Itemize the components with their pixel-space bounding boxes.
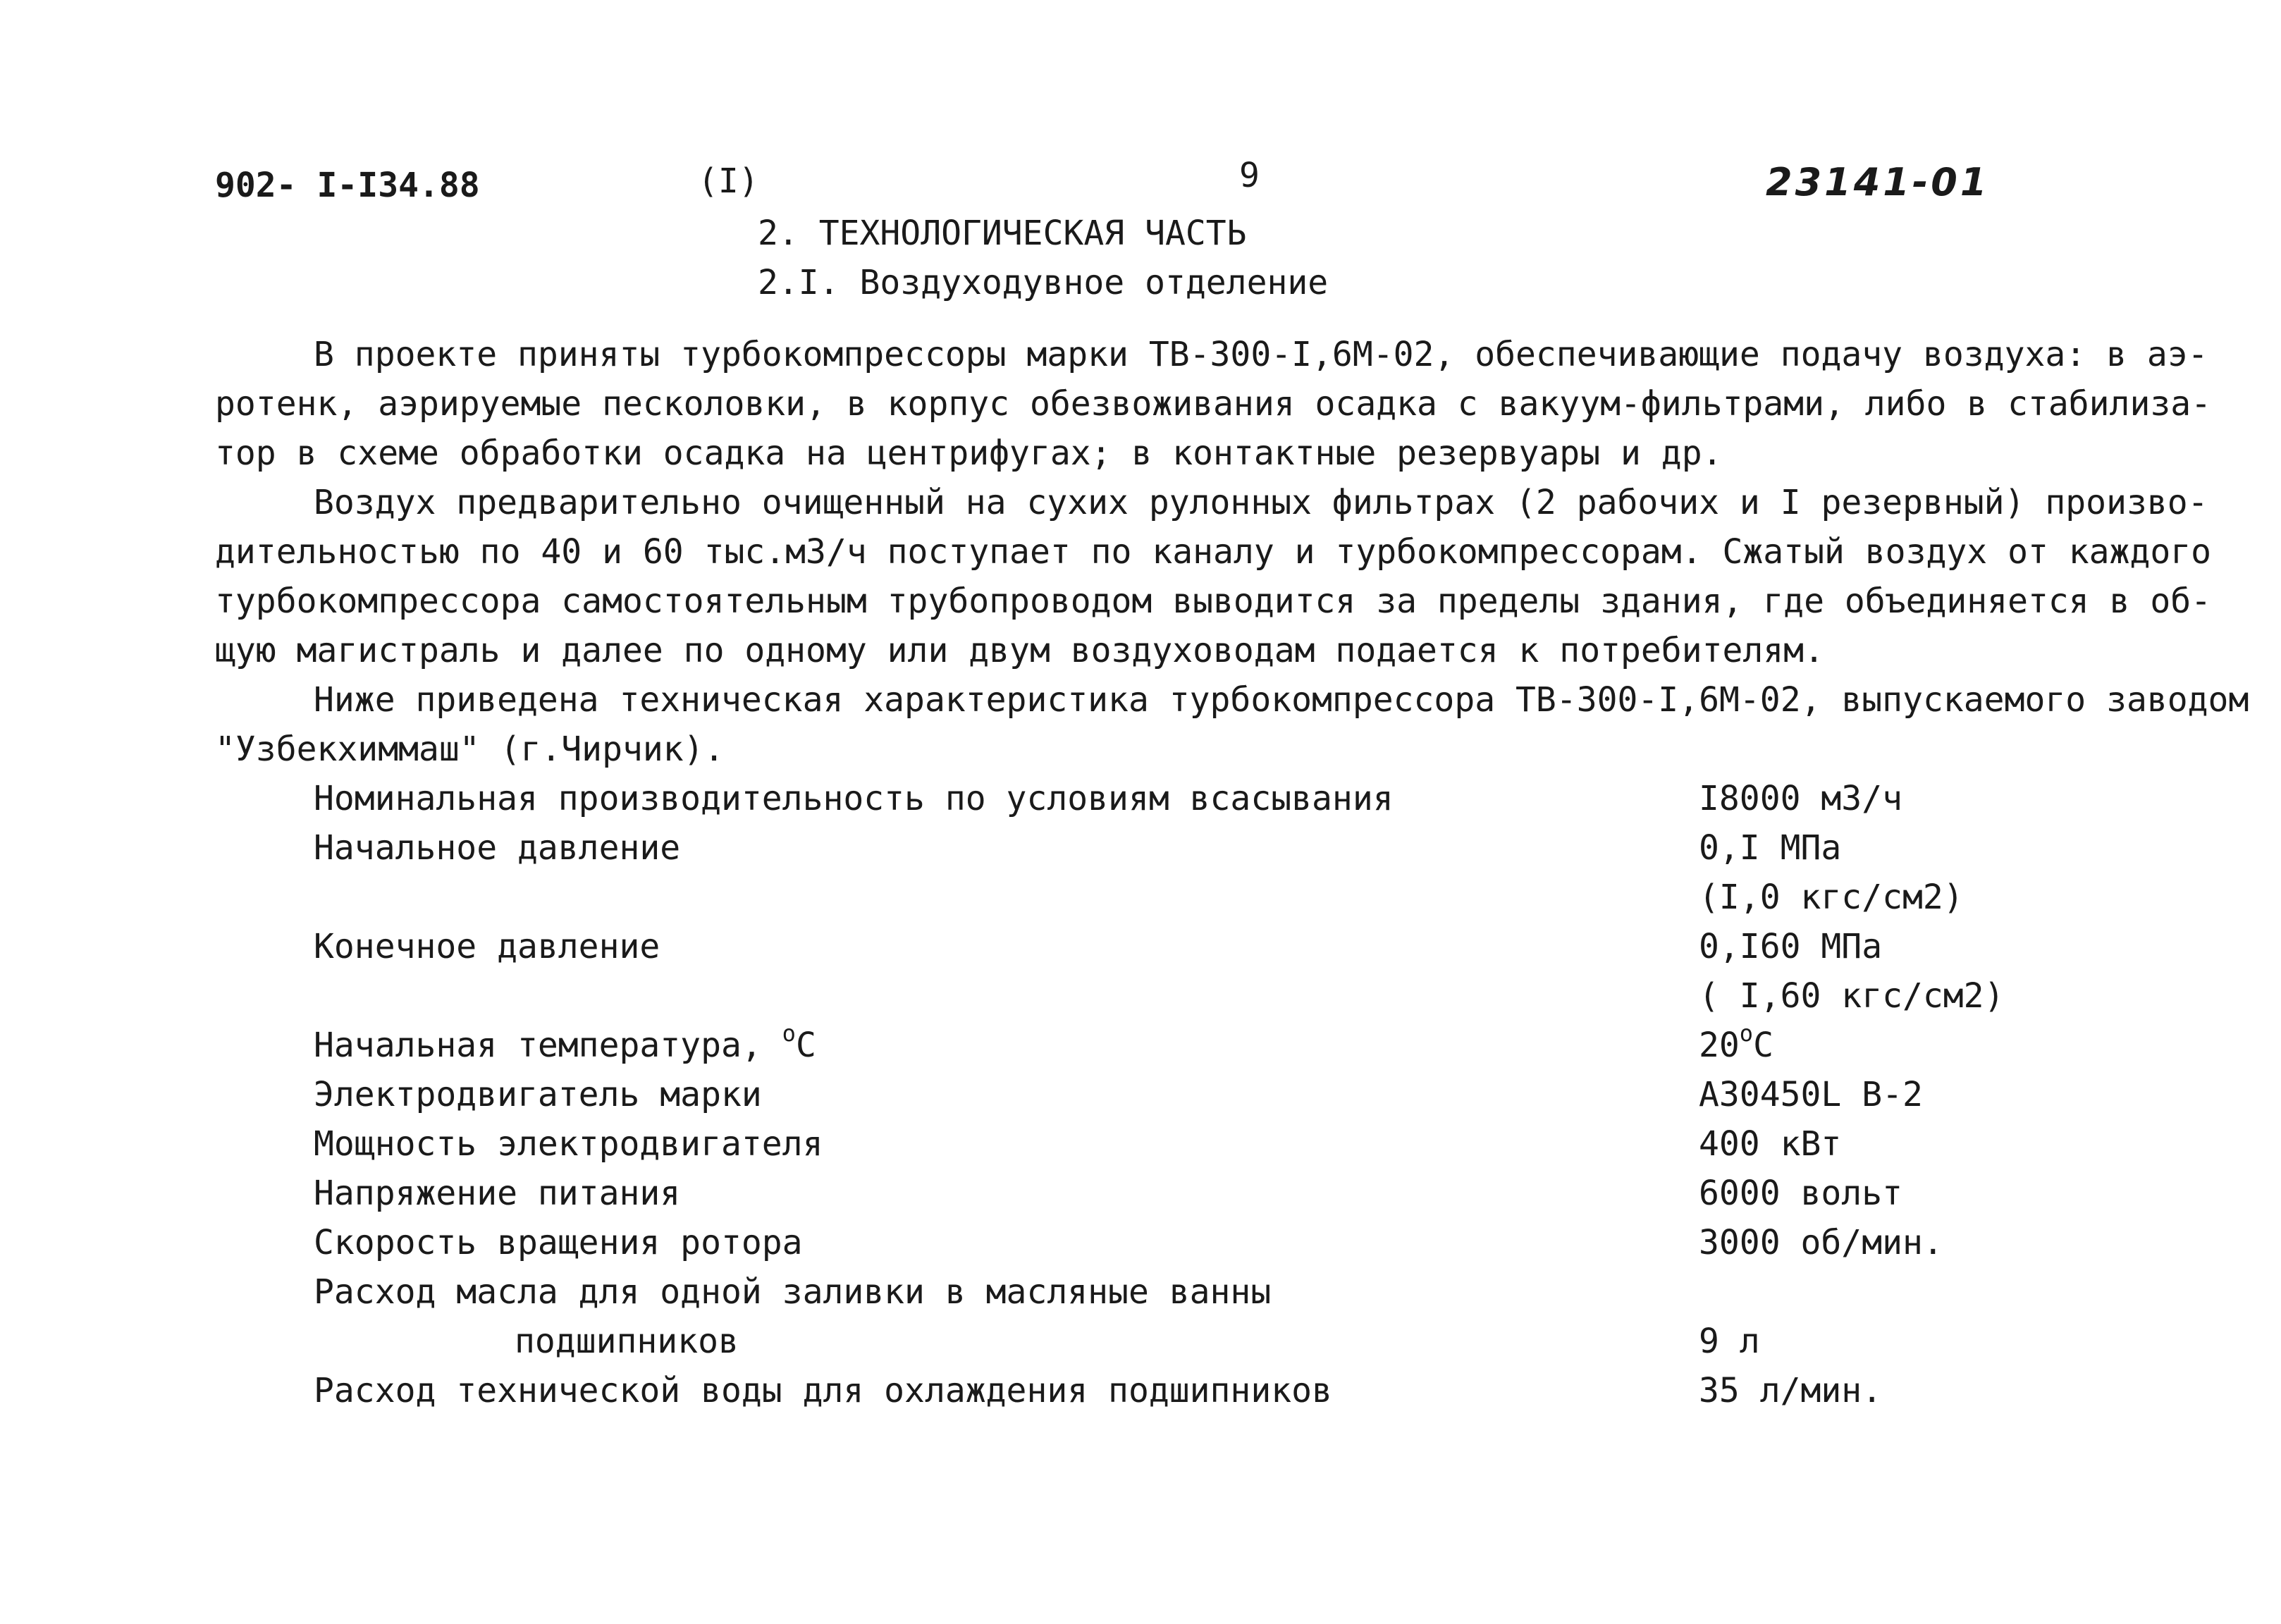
paragraph-line: турбокомпрессора самостоятельным трубопроводом выводится за пределы здания, где объединяется в об- <box>215 582 2212 621</box>
paragraph-intro <box>215 330 2212 478</box>
sheet-marker: (I) <box>698 161 759 201</box>
spec-label-oil-consumption: Расход масла для одной заливки в масляные ванны <box>314 1272 1272 1312</box>
spec-value-rotor-speed: 3000 об/мин. <box>1699 1223 1943 1262</box>
spec-label-water-consumption: Расход технической воды для охлаждения подшипников <box>314 1371 1332 1410</box>
spec-value-motor-power: 400 кВт <box>1699 1124 1842 1164</box>
paragraph-line: дительностью по 40 и 60 тыс.м3/ч поступает по каналу и турбокомпрессорам. Сжатый воздух от каждого <box>215 532 2212 572</box>
archive-number-handwritten: 23141-01 <box>1766 160 1990 204</box>
spec-value-motor-model: А30450L В-2 <box>1699 1075 1923 1114</box>
paragraph-line: тор в схеме обработки осадка на центрифугах; в контактные резервуары и др. <box>215 433 1723 473</box>
spec-value-water-consumption: 35 л/мин. <box>1699 1371 1883 1410</box>
temperature-number: 20 <box>1699 1026 1740 1065</box>
spec-value-final-pressure-kgf: ( I,60 кгс/см2) <box>1699 976 2005 1016</box>
spec-label-rotor-speed: Скорость вращения ротора <box>314 1223 803 1262</box>
spec-value-supply-voltage: 6000 вольт <box>1699 1174 1902 1213</box>
paragraph-line: "Узбекхиммаш" (г.Чирчик). <box>215 730 725 769</box>
page-number: 9 <box>1239 156 1260 195</box>
spec-value-initial-pressure-kgf: (I,0 кгс/см2) <box>1699 878 1964 917</box>
paragraph-line: Воздух предварительно очищенный на сухих рулонных фильтрах (2 рабочих и I резервный) произво- <box>314 483 2208 522</box>
spec-label-motor-power: Мощность электродвигателя <box>314 1124 823 1164</box>
spec-label-initial-temperature <box>314 1021 816 1070</box>
paragraph-line: ротенк, аэрируемые песколовки, в корпус обезвоживания осадка с вакуум-фильтрами, либо в стабилиза- <box>215 384 2212 424</box>
spec-value-initial-temperature <box>1699 1021 1773 1070</box>
unit-celsius: C <box>1753 1026 1773 1065</box>
spec-value-initial-pressure: 0,I МПа <box>1699 828 1842 868</box>
section-title: 2. ТЕХНОЛОГИЧЕСКАЯ ЧАСТЬ <box>758 214 1247 253</box>
spec-label-supply-voltage: Напряжение питания <box>314 1174 681 1213</box>
document-code: 902- I-I34.88 <box>215 166 480 205</box>
paragraph-line: Ниже приведена техническая характеристика турбокомпрессора ТВ-300-I,6М-02, выпускаемого заводом <box>314 680 2249 720</box>
unit-celsius: C <box>795 1026 816 1065</box>
spec-value-oil-consumption: 9 л <box>1699 1322 1760 1361</box>
spec-label-capacity: Номинальная производительность по условиям всасывания <box>314 779 1394 818</box>
paragraph-line: щую магистраль и далее по одному или двум воздуховодам подается к потребителям. <box>215 631 1824 670</box>
spec-value-final-pressure: 0,I60 МПа <box>1699 927 1883 966</box>
degree-sign: o <box>1739 1020 1754 1047</box>
spec-value-capacity: I8000 м3/ч <box>1699 779 1902 818</box>
degree-sign: o <box>782 1020 796 1047</box>
paragraph-spec-intro <box>215 675 2249 774</box>
spec-label-oil-consumption-cont: подшипников <box>515 1322 739 1361</box>
subsection-title: 2.I. Воздуходувное отделение <box>758 263 1329 302</box>
paragraph-line: В проекте приняты турбокомпрессоры марки ТВ-300-I,6М-02, обеспечивающие подачу воздуха: в аэ- <box>314 335 2208 374</box>
spec-label-text: Начальная температура, <box>314 1026 762 1065</box>
spec-label-initial-pressure: Начальное давление <box>314 828 681 868</box>
spec-label-final-pressure: Конечное давление <box>314 927 660 966</box>
paragraph-air-supply <box>215 478 2212 675</box>
spec-label-motor-model: Электродвигатель марки <box>314 1075 762 1114</box>
